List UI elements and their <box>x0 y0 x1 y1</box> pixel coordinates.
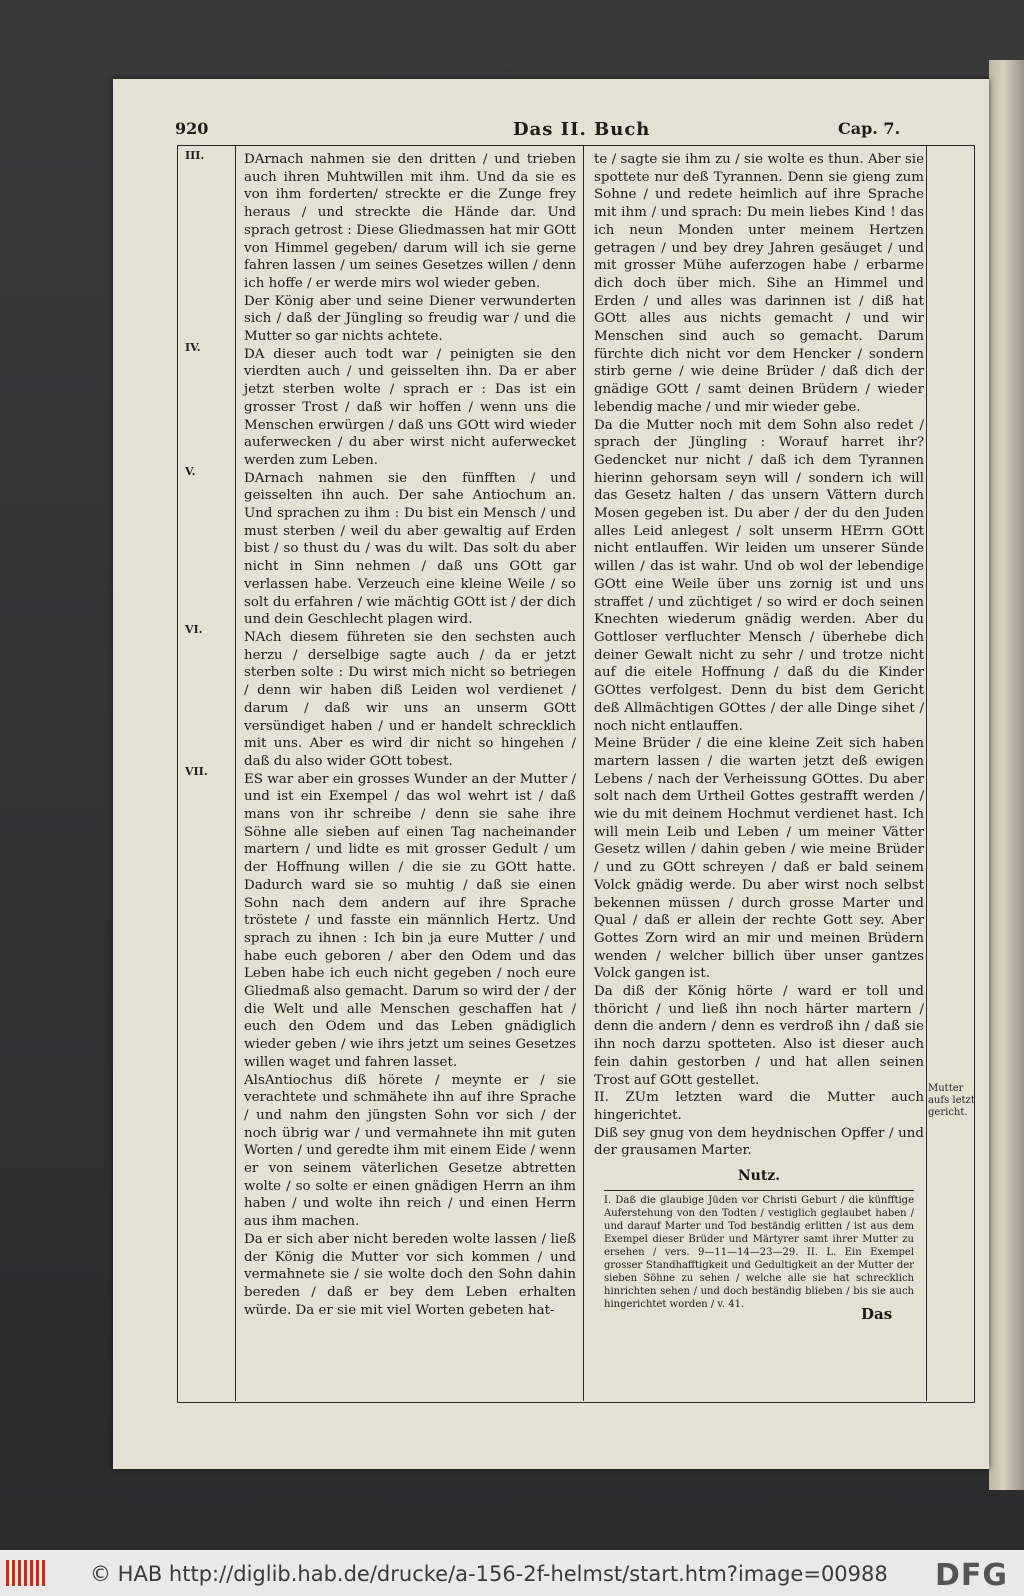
notes-text: I. Daß die glaubige Jüden vor Christi Geburt / die künfftige Auferstehung von den Todten / vestiglich geglaubet haben / und darauf Marter und Tod beständig erlitten / ist aus dem Exempel dieser Brüder und Märtyrer samt ihrer Mutter zu ersehen / vers. 9—11—14—23—29. II. L. Ein Exempel grosser Standhafftigkeit und Gedultigkeit an der Mutter der sieben Söhne zu sehen / welche alle sie hat schrecklich hinrichten sehen / und doch beständig blieben / bis sie auch hingerichtet worden / v. 41. <box>604 1190 914 1311</box>
paragraph: II. ZUm letzten ward die Mutter auch hingerichtet. <box>594 1090 924 1123</box>
left-text-column <box>244 151 576 1319</box>
chapter-label: Cap. 7. <box>838 119 901 138</box>
paragraph: Da diß der König hörte / ward er toll und thöricht / und ließ ihn noch härter martern / denn die andern / denn es verdroß ihn / daß sie ihn noch darzu spotteten. Also ist dieser auch fein dahin gestorben / und hat allen seinen Trost auf GOtt gestellet. <box>594 984 924 1088</box>
section-marker: VI. <box>185 623 203 636</box>
source-credit: © HAB http://diglib.hab.de/drucke/a-156-2f-helmst/start.htm?image=00988 <box>90 1562 888 1586</box>
book-page <box>113 79 989 1469</box>
paragraph: Da die Mutter noch mit dem Sohn also redet / sprach der Jüngling : Worauf harret ihr? Gedencket nur nicht / daß ich dem Tyrannen hierinn gehorsam seyn will / sondern ich will das Gesetz halten / das unsern Vättern durch Mosen gegeben ist. Du aber / der du den Juden alles Leid anlegest / solt unserm HErrn GOtt nicht entlauffen. Wir leiden um unserer Sünde willen / das ist wahr. Und ob wol der lebendige GOtt eine Weile über uns zornig ist und uns straffet / und züchtiget / so wird er doch seinen Knechten wiederum gnädig werden. Aber du Gottloser verfluchter Mensch / überhebe dich deiner Gewalt nicht zu sehr / und trotze nicht auf die eitele Hoffnung / daß du die Kinder GOttes verfolgest. Denn du bist dem Gericht deß Allmächtigen GOttes / der alle Dinge sihet / noch nicht entlauffen. <box>594 417 924 734</box>
footer-bar <box>0 1550 1024 1596</box>
section-marker: V. <box>185 465 196 478</box>
paragraph: ES war aber ein grosses Wunder an der Mutter / und ist ein Exempel / das wol wehrt ist / daß mans von ihr schreibe / denn sie sahe ihre Söhne alle sieben auf einen Tag nacheinander martern / und lidte es mit grosser Gedult / um der Hoffnung willen / die sie zu GOtt hatte. Dadurch ward sie so muhtig / daß sie einen Sohn nach dem andern auf ihre Sprache tröstete / und fasste ein männlich Hertz. Und sprach zu ihnen : Ich bin ja eure Mutter / und habe euch geboren / aber den Odem und das Leben habe ich euch nicht gegeben / noch eure Gliedmaß also gemacht. Darum so wird der / der die Welt und alle Menschen geschaffen hat / euch den Odem und das Leben gnädiglich wieder geben / wie ihrs jetzt um seines Gesetzes willen waget und fahren lasset. <box>244 771 576 1070</box>
section-marker: IV. <box>185 341 201 354</box>
right-margin-rule <box>926 145 927 1401</box>
page-number: 920 <box>175 119 209 138</box>
left-margin-rule <box>235 145 236 1401</box>
paragraph: DArnach nahmen sie den fünfften / und geisselten ihn auch. Der sahe Antiochum an. Und sprachen zu ihm : Du bist ein Mensch / und must sterben / weil du aber gewaltig auf Erden bist / so thust du / was du wilt. Das solt du aber nicht in Sinn nehmen / daß uns GOtt gar verlassen habe. Verzeuch eine kleine Weile / so solt du erfahren / wie mächtig GOtt ist / der dich und dein Geschlecht plagen wird. <box>244 470 576 628</box>
paragraph: te / sagte sie ihm zu / sie wolte es thun. Aber sie spottete nur deß Tyrannen. Denn sie gieng zum Sohne / und redete heimlich auf ihre Sprache mit ihm / und sprach: Du mein liebes Kind ! das ich neun Monden unter meinem Hertzen getragen / und bey drey Jahren gesäuget / und mit grosser Mühe auferzogen habe / erbarme dich doch über mich. Sihe an Himmel und Erden / und alles was darinnen ist / diß hat GOtt alles aus nichts gemacht / und wir Menschen sind auch so gemacht. Darum fürchte dich nicht vor dem Hencker / sondern stirb gerne / wie deine Brüder / daß dich der gnädige GOtt / samt deinen Brüdern / wieder lebendig mache / und mir wieder gebe. <box>594 152 924 415</box>
running-title: Das II. Buch <box>513 119 651 140</box>
paragraph: NAch diesem führeten sie den sechsten auch herzu / derselbige sagte auch / da er jetzt sterben solte : Du wirst mich nicht so betriegen / denn wir haben diß Leiden wol verdienet / darum / daß wir uns an unserm GOtt versündiget haben / und er handelt schrecklich mit uns. Aber es wird dir nicht so hingehen / daß du also wider GOtt tobest. <box>244 629 576 769</box>
barcode-icon <box>6 1560 46 1586</box>
section-marker: III. <box>185 149 205 162</box>
column-divider <box>583 145 584 1401</box>
marginal-note: Mutter aufs letzt gericht. <box>928 1083 975 1118</box>
paragraph: AlsAntiochus diß hörete / meynte er / sie verachtete und schmähete ihn auf ihre Sprache / und nahm den jüngsten Sohn vor sich / der noch übrig war / und vermahnete ihn mit guten Worten / und geredte ihm mit einem Eide / wenn er von seinem väterlichen Gesetze abtretten wolte / so solte er einen gnädigen Herrn an ihm haben / und wolte ihn reich / und einen Herrn aus ihm machen. <box>244 1072 576 1230</box>
paragraph: Meine Brüder / die eine kleine Zeit sich haben martern lassen / die warten jetzt deß ewigen Lebens / nach der Verheissung GOttes. Du aber solt nach dem Urtheil Gottes gestrafft werden / wie du mit deinem Hochmut verdienet hast. Ich will mein Leib und Leben / um meiner Vätter Gesetz willen / dahin geben / wie meine Brüder / und zu GOtt schreyen / daß er bald seinem Volck gnädig werde. Du aber wirst noch selbst bekennen müssen / durch grosse Marter und Qual / daß er allein der rechte Gott sey. Aber Gottes Zorn wird an mir und meinen Brüdern wenden / welcher billich über unser gantzes Volck gangen ist. <box>594 736 924 982</box>
paragraph: Der König aber und seine Diener verwunderten sich / daß der Jüngling so freudig war / und die Mutter so gar nichts achtete. <box>244 293 576 345</box>
paragraph: DArnach nahmen sie den dritten / und trieben auch ihren Muhtwillen mit ihm. Und da sie es von ihm forderten/ streckte er die Zunge frey heraus / und streckte die Hände dar. Und sprach getrost : Diese Gliedmassen hat mir GOtt von Himmel gegeben/ darum will ich sie gerne fahren lassen / um seines Gesetzes willen / denn ich hoffe / er werde mirs wol wieder geben. <box>244 152 576 291</box>
dfg-logo: DFG <box>935 1558 1009 1593</box>
section-marker: VII. <box>185 765 208 778</box>
notes-heading: Nutz. <box>737 1168 781 1185</box>
catchword: Das <box>861 1305 893 1323</box>
paragraph: Da er sich aber nicht bereden wolte lassen / ließ der König die Mutter vor sich kommen / und vermahnete sie / sie wolte doch den Sohn dahin bereden / daß er bey dem Leben erhalten würde. Da er sie mit viel Worten gebeten hat- <box>244 1231 576 1318</box>
section-margin <box>177 145 235 1401</box>
right-text-column <box>594 151 924 1311</box>
facing-page-edge <box>989 60 1024 1490</box>
paragraph: Diß sey gnug von dem heydnischen Opffer / und der grausamen Marter. <box>594 1125 924 1159</box>
paragraph: DA dieser auch todt war / peinigten sie den vierdten auch / und geisselten ihn. Da er aber jetzt sterben wolte / sprach er : Das ist ein grosser Trost / daß wir hoffen / wenn uns die Menschen erwürgen / daß uns GOtt wird wieder auferwecken / du aber wirst nicht auferwecket werden zum Leben. <box>244 346 576 468</box>
